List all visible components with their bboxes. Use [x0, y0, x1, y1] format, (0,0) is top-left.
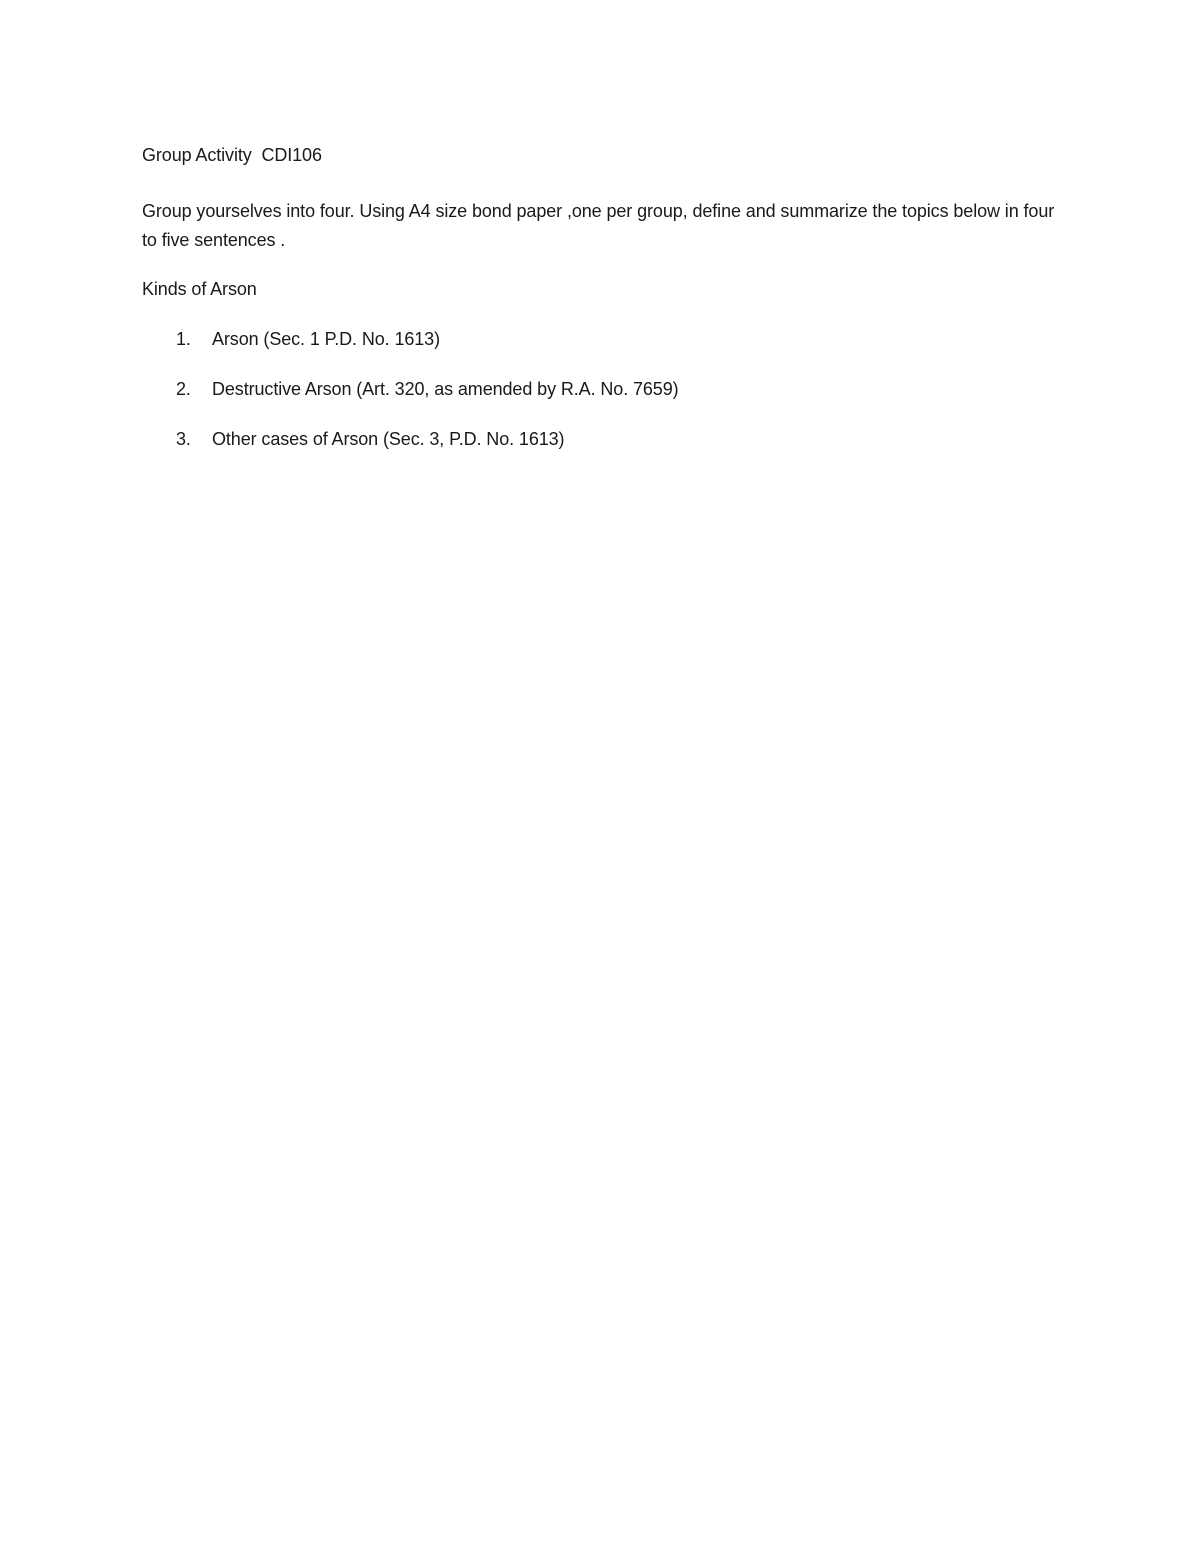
activity-instructions: Group yourselves into four. Using A4 size bond paper ,one per group, define and summarize the topics below in four to five sentences .	[142, 201, 1055, 250]
list-item	[142, 327, 1062, 351]
list-item	[142, 427, 1062, 451]
list-item	[142, 377, 1062, 401]
list-item-number: 1.	[176, 329, 191, 349]
list-item-text: Other cases of Arson (Sec. 3, P.D. No. 1613)	[212, 429, 565, 449]
activity-title: Group Activity CDI106	[142, 145, 322, 165]
section-heading: Kinds of Arson	[142, 279, 257, 299]
kinds-of-arson-list	[142, 327, 1062, 451]
list-item-text: Destructive Arson (Art. 320, as amended by R.A. No. 7659)	[212, 379, 679, 399]
list-item-number: 3.	[176, 429, 191, 449]
list-item-text: Arson (Sec. 1 P.D. No. 1613)	[212, 329, 440, 349]
document-body	[142, 143, 1062, 477]
list-item-number: 2.	[176, 379, 191, 399]
